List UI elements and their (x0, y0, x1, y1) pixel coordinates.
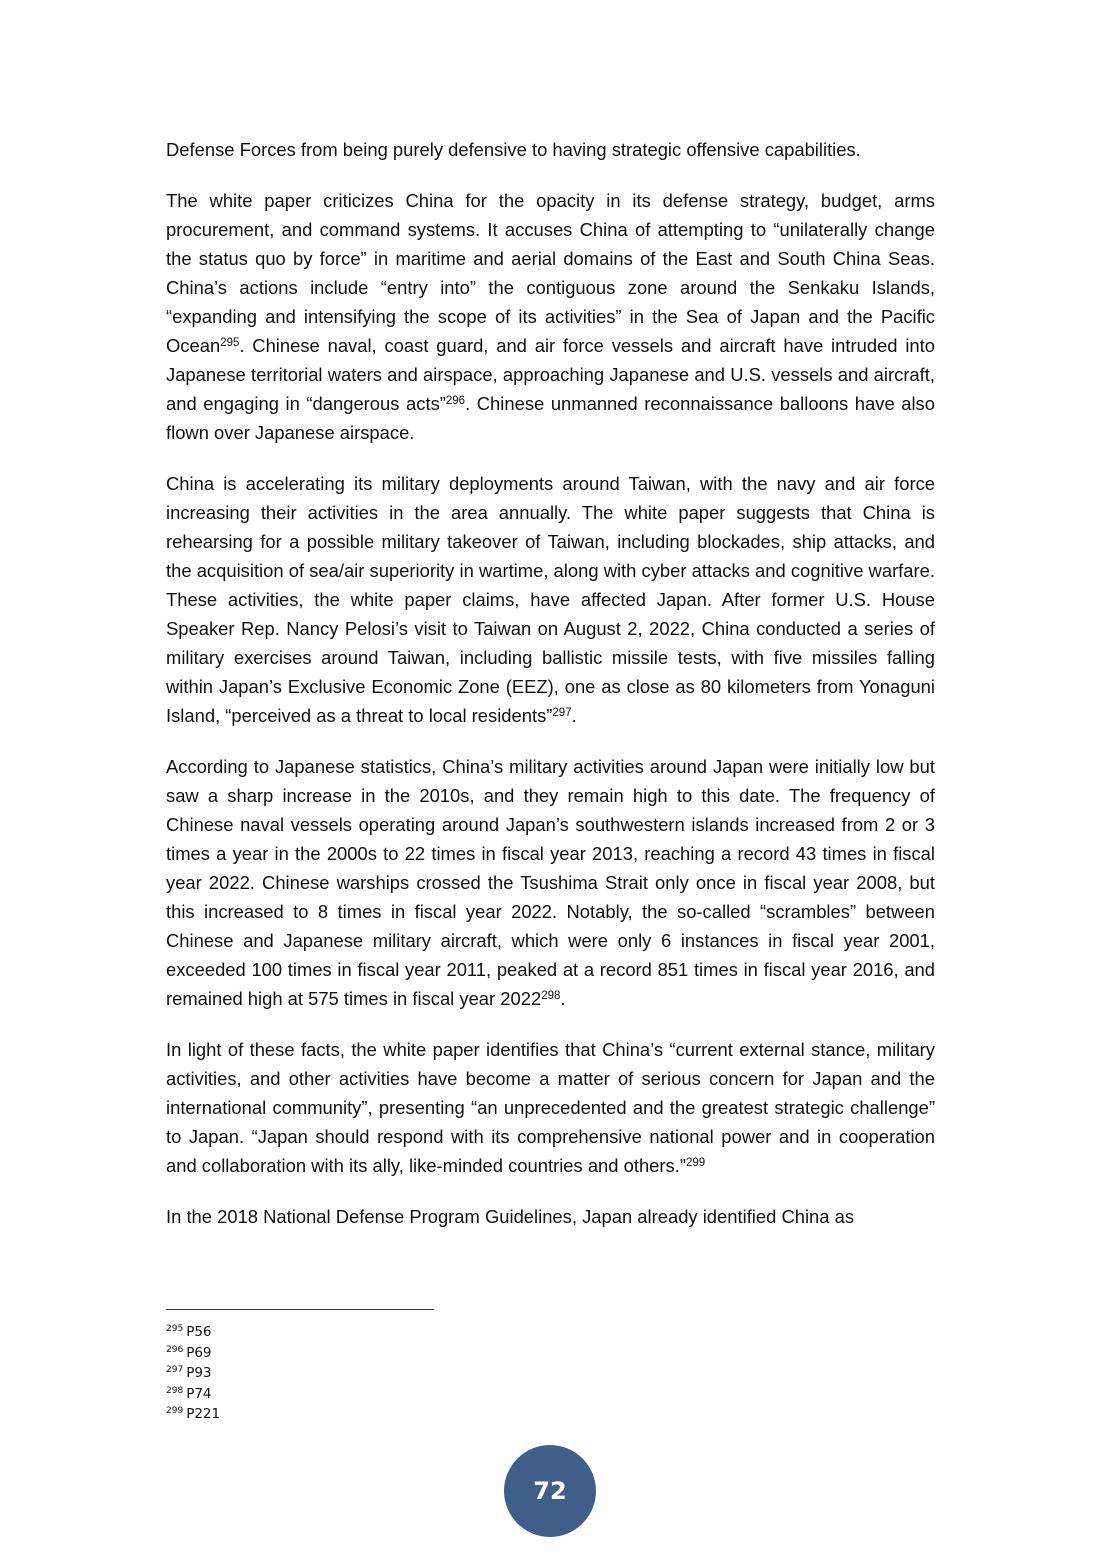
paragraph (166, 186, 935, 447)
paragraph-text: . (560, 988, 566, 1009)
footnote-item (166, 1384, 220, 1405)
footnote-number: 299 (166, 1406, 184, 1416)
paragraph (166, 1202, 935, 1231)
footnote-text: P93 (186, 1365, 212, 1381)
paragraph (166, 469, 935, 730)
paragraph (166, 752, 935, 1013)
paragraph-text: In light of these facts, the white paper identifies that China’s “current external stance, military activities, and other activities have become a matter of serious concern for Japan and the international community”, presenting “an unprecedented and the greatest strategic challenge” to Japan. “Japan should respond with its comprehensive national power and in cooperation and collaboration with its ally, like-minded countries and others.” (166, 1039, 935, 1176)
footnotes (166, 1322, 220, 1425)
page-number-badge (504, 1445, 596, 1537)
paragraph (166, 135, 935, 164)
paragraph-text: Defense Forces from being purely defensive to having strategic offensive capabilities. (166, 139, 861, 160)
paragraph-text: According to Japanese statistics, China’s military activities around Japan were initially low but saw a sharp increase in the 2010s, and they remain high to this date. The frequency of Chinese naval vessels operating around Japan’s southwestern islands increased from 2 or 3 times a year in the 2000s to 22 times in fiscal year 2013, reaching a record 43 times in fiscal year 2022. Chinese warships crossed the Tsushima Strait only once in fiscal year 2008, but this increased to 8 times in fiscal year 2022. Notably, the so-called “scrambles” between Chinese and Japanese military aircraft, which were only 6 instances in fiscal year 2001, exceeded 100 times in fiscal year 2011, peaked at a record 851 times in fiscal year 2016, and remained high at 575 times in fiscal year 2022 (166, 756, 935, 1009)
footnote-reference[interactable]: 299 (685, 1157, 706, 1169)
footnote-text: P69 (186, 1344, 212, 1361)
paragraph-text: . (571, 705, 577, 726)
paragraph (166, 1035, 935, 1180)
footnote-reference[interactable]: 295 (220, 337, 240, 349)
footnote-item (166, 1343, 220, 1364)
footnote-item (166, 1363, 220, 1384)
footnote-reference[interactable]: 297 (552, 707, 572, 719)
page-number: 72 (533, 1477, 567, 1505)
paragraph-text: China is accelerating its military deployments around Taiwan, with the navy and air force increasing their activities in the area annually. The white paper suggests that China is rehearsing for a possible military takeover of Taiwan, including blockades, ship attacks, and the acquisition of sea/air superiority in wartime, along with cyber attacks and cognitive warfare. These activities, the white paper claims, have affected Japan. After former U.S. House Speaker Rep. Nancy Pelosi’s visit to Taiwan on August 2, 2022, China conducted a series of military exercises around Taiwan, including ballistic missile tests, with five missiles falling within Japan’s Exclusive Economic Zone (EEZ), one as close as 80 kilometers from Yonaguni Island, “perceived as a threat to local residents” (166, 473, 935, 726)
footnote-number: 296 (166, 1344, 184, 1355)
paragraph-text: . Chinese unmanned reconnaissance balloons have also flown over Japanese airspace. (166, 393, 935, 443)
footnote-text: P221 (186, 1406, 221, 1422)
footnote-item (166, 1404, 220, 1425)
footnote-number: 298 (166, 1385, 184, 1396)
footnote-number: 297 (166, 1365, 184, 1375)
paragraph-text: In the 2018 National Defense Program Guidelines, Japan already identified China as (166, 1206, 855, 1227)
footnote-separator (166, 1309, 434, 1310)
paragraph-text: . Chinese naval, coast guard, and air force vessels and aircraft have intruded into Japanese territorial waters and airspace, approaching Japanese and U.S. vessels and aircraft, and engaging in “dangerous acts” (166, 335, 935, 414)
footnote-number: 295 (166, 1324, 184, 1334)
footnote-reference[interactable]: 298 (541, 990, 561, 1002)
body-text (166, 135, 935, 1253)
footnote-text: P74 (186, 1385, 212, 1402)
footnote-text: P56 (186, 1324, 212, 1340)
footnote-item (166, 1322, 220, 1343)
footnote-reference[interactable]: 296 (445, 395, 466, 407)
paragraph-text: The white paper criticizes China for the opacity in its defense strategy, budget, arms procurement, and command systems. It accuses China of attempting to “unilaterally change the status quo by force” in maritime and aerial domains of the East and South China Seas. China’s actions include “entry into” the contiguous zone around the Senkaku Islands, “expanding and intensifying the scope of its activities” in the Sea of Japan and the Pacific Ocean (166, 190, 935, 356)
